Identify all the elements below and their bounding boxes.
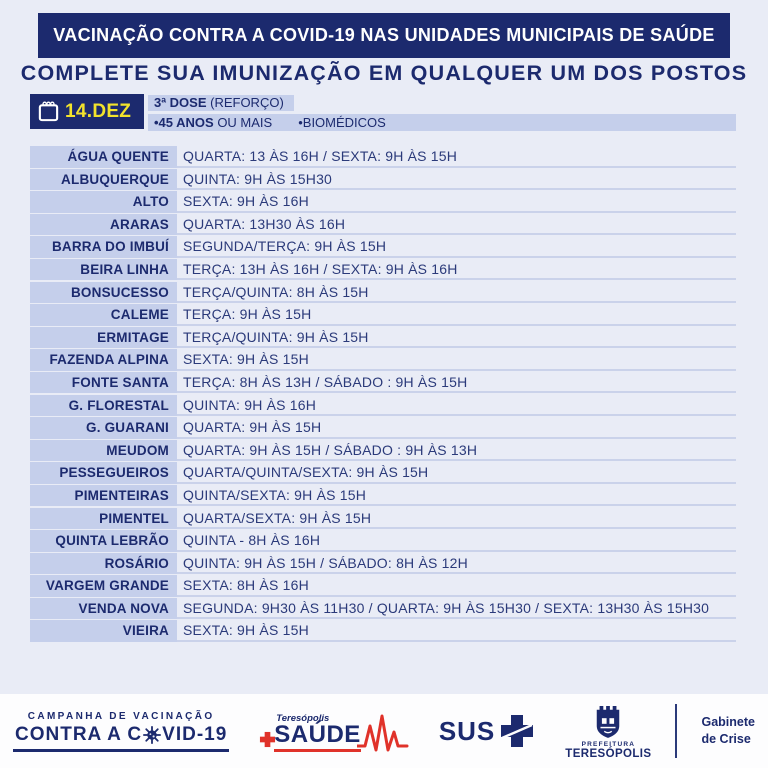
subtitle: COMPLETE SUA IMUNIZAÇÃO EM QUALQUER UM DOS POSTOS: [20, 61, 748, 85]
prefeitura-logo: [565, 703, 651, 760]
info-block: [148, 94, 736, 131]
age-group-label: •45 ANOS: [154, 115, 214, 130]
schedule-row: [30, 395, 736, 417]
location-cell: [30, 327, 177, 349]
schedule-text: TERÇA: 9H ÀS 15H: [183, 306, 312, 323]
schedule-text: SEXTA: 9H ÀS 15H: [183, 351, 309, 368]
dose-label: 3ª DOSE: [154, 95, 207, 110]
location-cell: [30, 575, 177, 597]
dose-line: [148, 95, 294, 111]
sus-logo: [439, 713, 535, 749]
teresopolis-saude-logo: [259, 710, 409, 752]
date-badge: [30, 94, 144, 129]
sus-cross-icon: [499, 713, 535, 749]
location-label: VENDA NOVA: [78, 600, 169, 616]
schedule-text: QUINTA: 9H ÀS 16H: [183, 396, 317, 413]
dose-note: (REFORÇO): [206, 95, 284, 110]
schedule-text: QUINTA - 8H ÀS 16H: [183, 532, 321, 549]
campaign-logo: [13, 711, 229, 752]
heartbeat-icon: [357, 710, 409, 752]
location-cell: [30, 485, 177, 507]
location-cell: [30, 304, 177, 326]
location-cell: [30, 259, 177, 281]
schedule-text: QUINTA: 9H ÀS 15H30: [183, 170, 333, 187]
schedule-text: QUARTA/SEXTA: 9H ÀS 15H: [183, 509, 372, 526]
schedule-text: SEGUNDA: 9H30 ÀS 11H30 / QUARTA: 9H ÀS 15H30 / SEXTA: 13H30 ÀS 15H30: [183, 599, 710, 616]
schedule-text: SEGUNDA/TERÇA: 9H ÀS 15H: [183, 238, 387, 255]
schedule-row: [30, 417, 736, 439]
location-label: G. FLORESTAL: [68, 397, 169, 413]
location-label: VIEIRA: [122, 623, 169, 639]
schedule-text: TERÇA: 13H ÀS 16H / SEXTA: 9H ÀS 16H: [183, 260, 458, 277]
location-label: FONTE SANTA: [71, 374, 169, 390]
virus-icon: [143, 726, 161, 744]
location-label: FAZENDA ALPINA: [49, 352, 169, 368]
schedule-row: [30, 259, 736, 281]
schedule-text: TERÇA/QUINTA: 8H ÀS 15H: [183, 283, 369, 300]
schedule-row: [30, 214, 736, 236]
schedule-text: QUINTA/SEXTA: 9H ÀS 15H: [183, 486, 367, 503]
sus-label: SUS: [438, 715, 496, 746]
campaign-logo-bottom: [13, 723, 229, 752]
location-label: ÁGUA QUENTE: [67, 149, 169, 164]
date-label: 14.DEZ: [65, 100, 132, 122]
location-cell: [30, 417, 177, 439]
location-label: PIMENTEIRAS: [74, 487, 169, 503]
gabinete-de-crise-label: [701, 714, 755, 748]
location-cell: [30, 440, 177, 462]
schedule-row: [30, 462, 736, 484]
location-label: VARGEM GRANDE: [45, 578, 169, 594]
location-cell: [30, 236, 177, 258]
location-label: PESSEGUEIROS: [59, 465, 169, 481]
campaign-text-right: VID-19: [162, 723, 228, 745]
banner-title: VACINAÇÃO CONTRA A COVID-19 NAS UNIDADES MUNICIPAIS DE SAÚDE: [53, 25, 715, 45]
location-label: ALBUQUERQUE: [61, 171, 169, 187]
banner: [38, 13, 730, 58]
location-cell: [30, 349, 177, 371]
schedule-text: SEXTA: 9H ÀS 16H: [183, 193, 309, 210]
location-label: QUINTA LEBRÃO: [55, 533, 169, 549]
schedule-row: [30, 598, 736, 620]
saude-small-label: Teresópolis: [276, 713, 330, 725]
location-cell: [30, 620, 177, 642]
location-cell: [30, 169, 177, 191]
saude-text-block: [274, 713, 361, 752]
schedule-row: [30, 372, 736, 394]
campaign-logo-top: CAMPANHA DE VACINAÇÃO: [27, 710, 215, 722]
schedule-text: TERÇA/QUINTA: 9H ÀS 15H: [183, 328, 369, 345]
schedule-text: QUARTA: 9H ÀS 15H / SÁBADO : 9H ÀS 13H: [183, 441, 478, 458]
location-label: ROSÁRIO: [104, 555, 169, 571]
footer-logos: [0, 694, 768, 768]
location-cell: [30, 508, 177, 530]
schedule-row: [30, 146, 736, 168]
schedule-row: [30, 620, 736, 642]
prefeitura-small-label: PREFEITURA: [581, 740, 636, 748]
schedule-table: [30, 146, 736, 643]
schedule-text: QUARTA/QUINTA/SEXTA: 9H ÀS 15H: [183, 464, 429, 481]
campaign-text-left: CONTRA A C: [15, 723, 143, 745]
location-label: CALEME: [110, 307, 169, 323]
prefeitura-main-label: TERESÓPOLIS: [565, 747, 652, 760]
age-group-note: OU MAIS: [213, 115, 273, 130]
location-cell: [30, 372, 177, 394]
schedule-row: [30, 282, 736, 304]
location-label: MEUDOM: [106, 442, 169, 458]
location-label: BARRA DO IMBUÍ: [51, 239, 169, 255]
schedule-text: QUARTA: 9H ÀS 15H: [183, 419, 322, 436]
eligibility-line: [148, 114, 736, 131]
schedule-row: [30, 236, 736, 258]
schedule-text: TERÇA: 8H ÀS 13H / SÁBADO : 9H ÀS 15H: [183, 373, 468, 390]
location-cell: [30, 191, 177, 213]
schedule-text: QUARTA: 13 ÀS 16H / SEXTA: 9H ÀS 15H: [183, 148, 458, 164]
gabinete-line2: de Crise: [701, 732, 751, 746]
schedule-row: [30, 530, 736, 552]
schedule-text: QUARTA: 13H30 ÀS 16H: [183, 215, 346, 232]
schedule-text: SEXTA: 9H ÀS 15H: [183, 622, 309, 639]
schedule-row: [30, 508, 736, 530]
location-cell: [30, 214, 177, 236]
location-label: ARARAS: [110, 216, 169, 232]
footer-divider: [675, 704, 677, 758]
gabinete-line1: Gabinete: [701, 715, 755, 730]
schedule-row: [30, 575, 736, 597]
location-cell: [30, 530, 177, 552]
location-label: BONSUCESSO: [70, 284, 169, 300]
schedule-row: [30, 553, 736, 575]
location-label: BEIRA LINHA: [80, 261, 169, 277]
schedule-row: [30, 304, 736, 326]
schedule-row: [30, 327, 736, 349]
schedule-text: QUINTA: 9H ÀS 15H / SÁBADO: 8H ÀS 12H: [183, 554, 468, 571]
location-label: PIMENTEL: [99, 510, 169, 526]
location-label: ERMITAGE: [97, 329, 169, 345]
schedule-row: [30, 440, 736, 462]
schedule-row: [30, 485, 736, 507]
location-cell: [30, 146, 177, 168]
location-label: ALTO: [132, 194, 169, 210]
location-cell: [30, 282, 177, 304]
saude-main-label: SAÚDE: [274, 724, 361, 752]
schedule-row: [30, 349, 736, 371]
schedule-row: [30, 191, 736, 213]
coat-of-arms-icon: [593, 703, 623, 739]
schedule-text: SEXTA: 8H ÀS 16H: [183, 577, 309, 594]
profession-label: •BIOMÉDICOS: [298, 115, 386, 130]
calendar-icon: [37, 100, 60, 123]
schedule-row: [30, 169, 736, 191]
location-cell: [30, 598, 177, 620]
location-label: G. GUARANI: [86, 420, 169, 436]
location-cell: [30, 553, 177, 575]
location-cell: [30, 462, 177, 484]
location-cell: [30, 395, 177, 417]
